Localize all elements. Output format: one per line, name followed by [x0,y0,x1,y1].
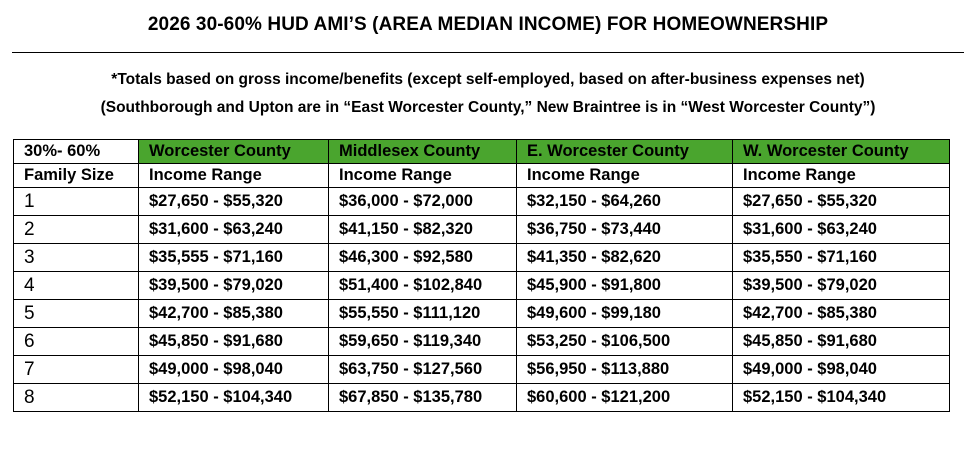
family-size-cell: 8 [14,384,139,412]
income-range-cell-worcester: $49,000 - $98,040 [139,356,329,384]
table-row [14,300,950,328]
income-range-subheader: Income Range [517,164,733,188]
income-range-cell-middlesex: $51,400 - $102,840 [329,272,517,300]
income-range-subheader: Income Range [329,164,517,188]
table-row [14,356,950,384]
column-header-east-worcester: E. Worcester County [517,140,733,164]
county-header-row [14,140,950,164]
family-size-cell: 4 [14,272,139,300]
income-range-cell-west-worcester: $35,550 - $71,160 [733,244,950,272]
county-assignment-note: (Southborough and Upton are in “East Worcester County,” New Braintree is in “West Worcester County”) [100,99,876,116]
income-range-cell-east-worcester: $60,600 - $121,200 [517,384,733,412]
title-divider [12,52,964,53]
column-header-west-worcester: W. Worcester County [733,140,950,164]
table-row [14,328,950,356]
income-basis-note: *Totals based on gross income/benefits (except self-employed, based on after-business expenses net) [111,71,865,88]
page-title: 2026 30-60% HUD AMI’S (AREA MEDIAN INCOME) FOR HOMEOWNERSHIP [147,14,829,35]
subheader-row [14,164,950,188]
income-range-cell-west-worcester: $27,650 - $55,320 [733,188,950,216]
income-range-cell-worcester: $35,555 - $71,160 [139,244,329,272]
income-range-cell-west-worcester: $42,700 - $85,380 [733,300,950,328]
income-range-cell-east-worcester: $45,900 - $91,800 [517,272,733,300]
income-range-subheader: Income Range [733,164,950,188]
income-range-cell-worcester: $52,150 - $104,340 [139,384,329,412]
column-header-middlesex: Middlesex County [329,140,517,164]
income-range-cell-west-worcester: $49,000 - $98,040 [733,356,950,384]
income-range-cell-east-worcester: $32,150 - $64,260 [517,188,733,216]
family-size-cell: 6 [14,328,139,356]
income-range-cell-middlesex: $55,550 - $111,120 [329,300,517,328]
income-range-table [13,139,950,412]
income-range-cell-west-worcester: $45,850 - $91,680 [733,328,950,356]
table-row [14,244,950,272]
family-size-cell: 7 [14,356,139,384]
income-range-cell-middlesex: $46,300 - $92,580 [329,244,517,272]
table-row [14,272,950,300]
income-range-cell-worcester: $27,650 - $55,320 [139,188,329,216]
income-range-cell-worcester: $31,600 - $63,240 [139,216,329,244]
table-row [14,188,950,216]
income-range-cell-worcester: $39,500 - $79,020 [139,272,329,300]
income-range-cell-middlesex: $67,850 - $135,780 [329,384,517,412]
income-range-cell-east-worcester: $41,350 - $82,620 [517,244,733,272]
family-size-cell: 3 [14,244,139,272]
income-range-cell-west-worcester: $31,600 - $63,240 [733,216,950,244]
income-range-cell-west-worcester: $52,150 - $104,340 [733,384,950,412]
income-range-cell-east-worcester: $36,750 - $73,440 [517,216,733,244]
income-range-cell-west-worcester: $39,500 - $79,020 [733,272,950,300]
percent-range-header: 30%- 60% [14,140,139,164]
income-range-cell-middlesex: $41,150 - $82,320 [329,216,517,244]
income-range-cell-worcester: $42,700 - $85,380 [139,300,329,328]
family-size-cell: 1 [14,188,139,216]
family-size-header: Family Size [14,164,139,188]
income-range-cell-worcester: $45,850 - $91,680 [139,328,329,356]
family-size-cell: 2 [14,216,139,244]
income-range-cell-east-worcester: $56,950 - $113,880 [517,356,733,384]
income-range-cell-east-worcester: $53,250 - $106,500 [517,328,733,356]
income-range-cell-east-worcester: $49,600 - $99,180 [517,300,733,328]
table-row [14,384,950,412]
family-size-cell: 5 [14,300,139,328]
income-range-cell-middlesex: $59,650 - $119,340 [329,328,517,356]
income-range-cell-middlesex: $63,750 - $127,560 [329,356,517,384]
table-row [14,216,950,244]
income-range-cell-middlesex: $36,000 - $72,000 [329,188,517,216]
column-header-worcester: Worcester County [139,140,329,164]
income-range-subheader: Income Range [139,164,329,188]
